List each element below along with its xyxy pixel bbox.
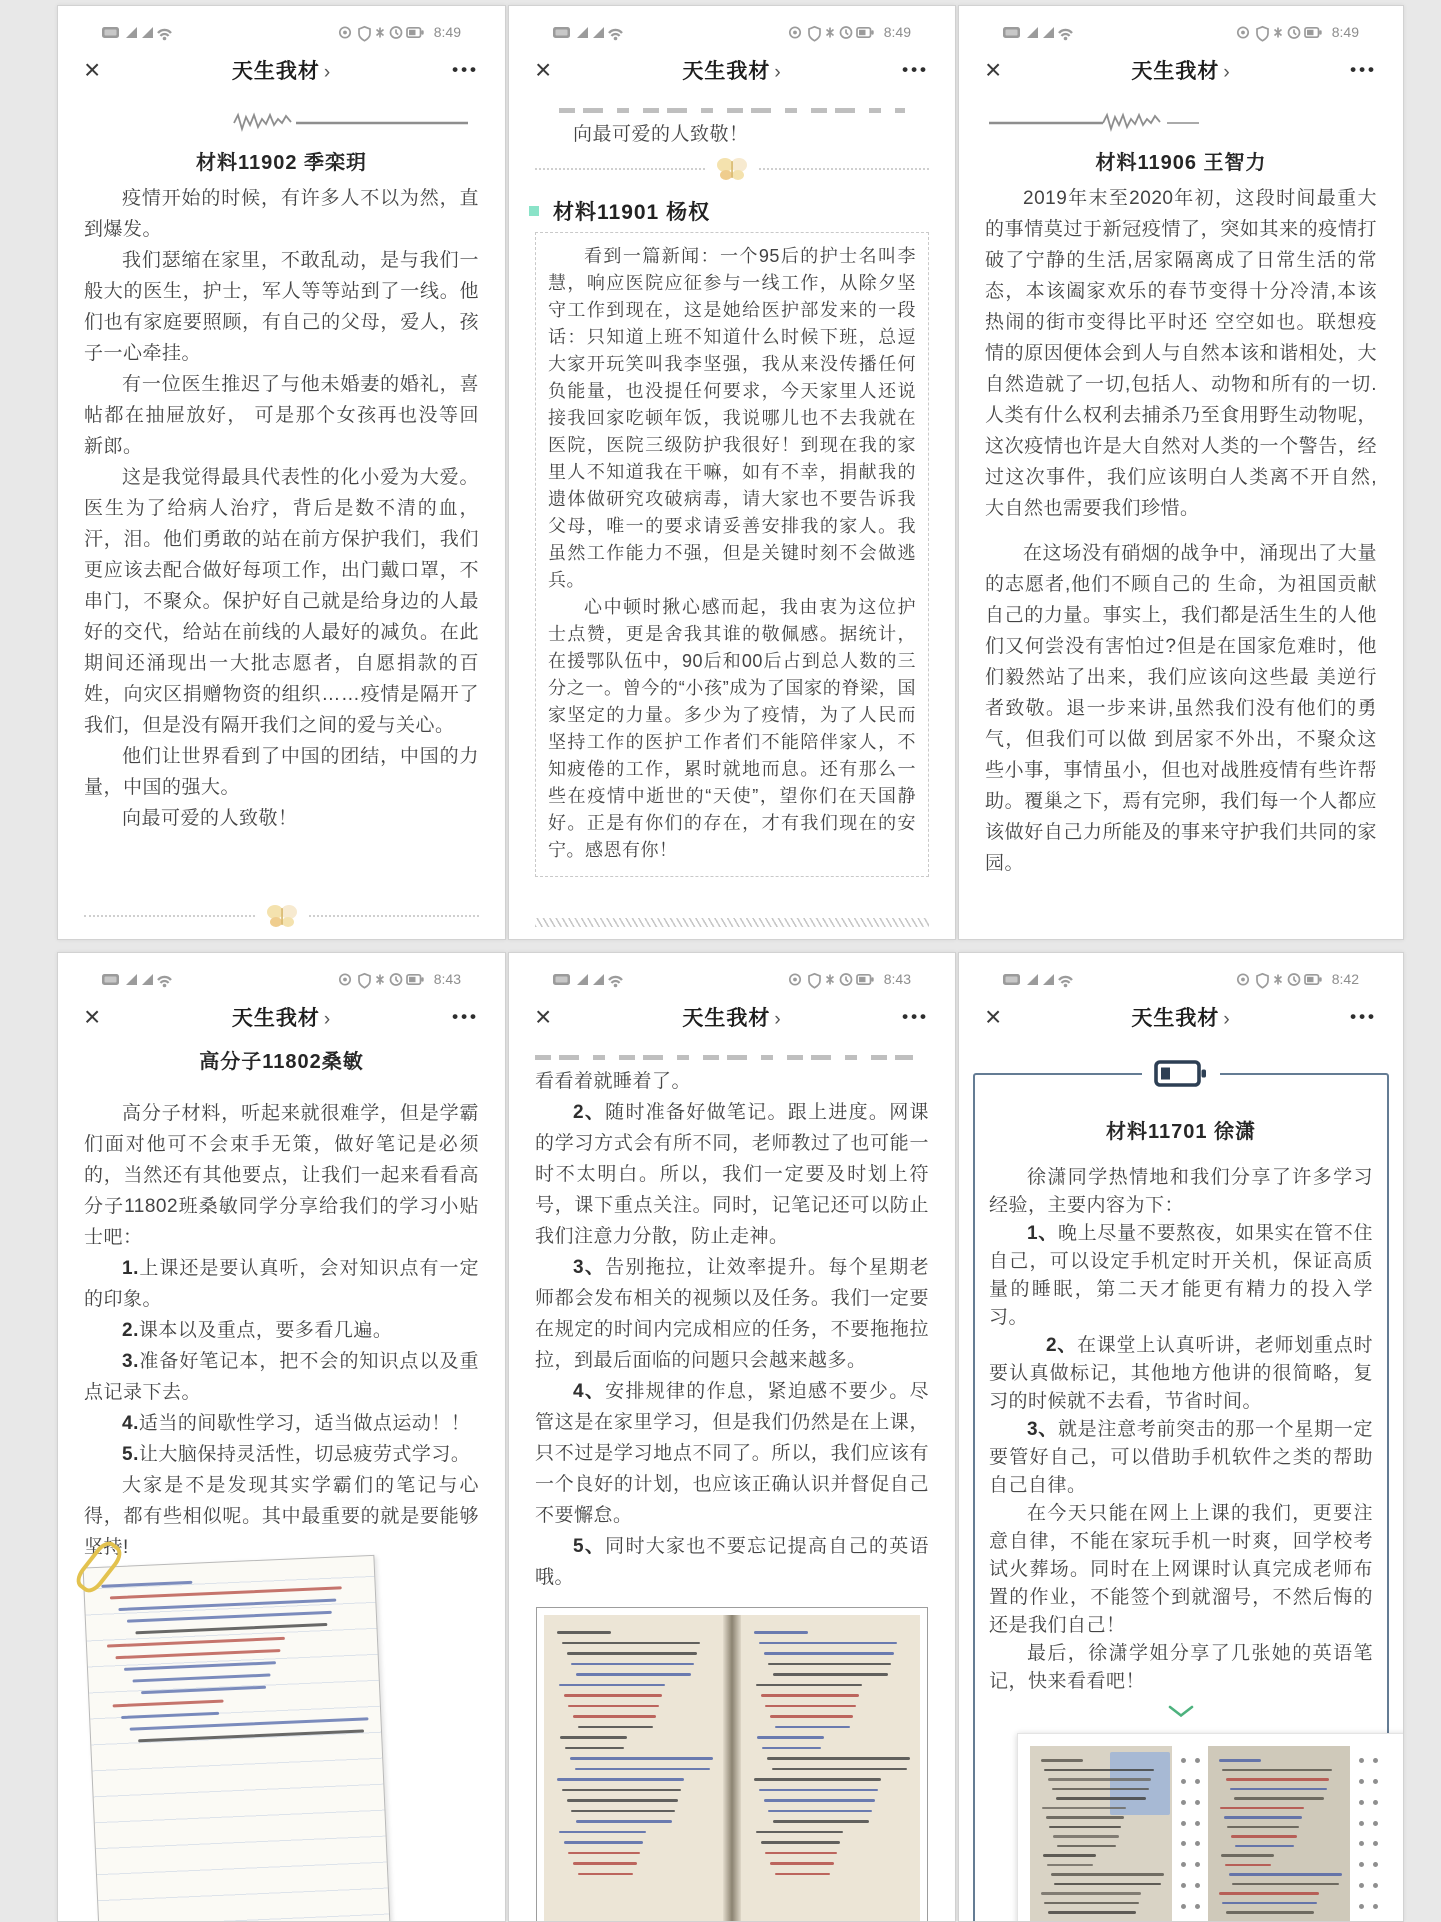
eye-shield-bluetooth-alarm-battery-icon [1237, 23, 1324, 42]
phone-screenshot-1 [57, 5, 506, 940]
status-right-icons [789, 970, 911, 989]
nav-bar [509, 44, 955, 96]
more-menu-icon[interactable]: ••• [1350, 60, 1377, 79]
chevron-right-icon: › [774, 1009, 782, 1030]
close-icon[interactable]: × [985, 1001, 1002, 1032]
status-bar [102, 967, 461, 991]
handwritten-notes-photo[interactable] [83, 1555, 394, 1922]
status-bar [102, 20, 461, 44]
phone-screenshot-5 [508, 952, 956, 1922]
chevron-right-icon: › [1223, 1009, 1231, 1030]
signal-wifi-icon [102, 23, 174, 42]
article-title: 材料11901 杨权 [553, 201, 711, 224]
butterfly-divider [84, 903, 479, 929]
status-time: 8:43 [433, 971, 461, 987]
point-item: 4、安排规律的作息，紧迫感不要少。尽管这是在家里学习，但是我们仍然是在上课，只不过是学习地点不同了。所以，我们应该有一个良好的计划，也应该正确认识并督促自己不要懈怠。 [535, 1381, 929, 1526]
paragraph: 看看着就睡着了。 [535, 1071, 692, 1092]
eye-shield-bluetooth-alarm-battery-icon [789, 970, 876, 989]
notes-photo[interactable] [1208, 1746, 1350, 1922]
point-item: 2、在课堂上认真听讲，老师划重点时要认真做标记，其他地方他讲的很简略，复习的时候就不去看，节省时间。 [989, 1335, 1373, 1412]
wavy-divider [535, 918, 929, 927]
account-name: 天生我材 [231, 60, 320, 83]
close-icon[interactable]: × [535, 54, 552, 85]
close-icon[interactable]: × [535, 1001, 552, 1032]
close-icon[interactable]: × [84, 1001, 101, 1032]
phone-screenshot-4 [57, 952, 506, 1922]
article-title: 高分子11802桑敏 [199, 1051, 364, 1073]
signal-wifi-icon [102, 970, 174, 989]
status-time: 8:49 [1331, 24, 1359, 40]
battery-icon [1154, 1059, 1208, 1089]
squiggle-divider [985, 112, 1377, 134]
eye-shield-bluetooth-alarm-battery-icon [339, 23, 426, 42]
nav-bar [58, 44, 505, 96]
clipped-text-line [559, 108, 906, 113]
spiral-binding-icon [1350, 1746, 1386, 1922]
article-title: 材料11701 徐潇 [1105, 1121, 1257, 1143]
more-menu-icon[interactable]: ••• [452, 60, 479, 79]
status-time: 8:49 [433, 24, 461, 40]
open-notebook-photo[interactable] [544, 1615, 920, 1922]
more-menu-icon[interactable]: ••• [902, 60, 929, 79]
article-frame [973, 1073, 1389, 1922]
status-left-icons [102, 970, 174, 989]
expand-chevron[interactable] [989, 1704, 1373, 1719]
butterfly-icon [715, 156, 749, 182]
section-header [535, 196, 929, 226]
chevron-right-icon: › [774, 62, 782, 83]
status-left-icons [553, 970, 625, 989]
paragraph: 在这场没有硝烟的战争中，涌现出了大量的志愿者,他们不顾自己的 生命，为祖国贡献自己的力量。事实上，我们都是活生生的人他们又何尝没有害怕过?但是在国家危难时，他们毅然站了出来，我们应该向这些最 美逆行者致敬。退一步来讲,虽然我们没有他们的勇气，但我们可以做 到居家不外出，不聚众这些小事，事情虽小，但也对战胜疫情有些许帮助。覆巢之下，焉有完卵，我们每一个人都应该做好自己力所能及的事来守护我们共同的家园。 [985, 543, 1377, 874]
status-time: 8:43 [883, 971, 911, 987]
more-menu-icon[interactable]: ••• [1350, 1007, 1377, 1026]
battery-graphic [1142, 1059, 1220, 1089]
close-icon[interactable]: × [985, 54, 1002, 85]
account-name: 天生我材 [682, 1007, 771, 1030]
nav-bar [959, 991, 1403, 1043]
point-item: 3、告别拖拉，让效率提升。每个星期老师都会发布相关的视频以及任务。我们一定要在规定的时间内完成相应的任务，不要拖拖拉拉，到最后面临的问题只会越来越多。 [535, 1257, 929, 1371]
paragraph: 2019年末至2020年初，这段时间最重大的事情莫过于新冠疫情了，突如其来的疫情打破了宁静的生活,居家隔离成了日常生活的常态，本该阖家欢乐的春节变得十分冷清,本该热闹的街市变得比平时还 空空如也。联想疫情的原因便体会到人与自然本该和谐相处，大自然造就了一切,包括人、动物和所有的一切.人类有什么权利去捕杀乃至食用野生动物呢，这次疫情也许是大自然对人类的一个警告，经过这次事件，我们应该明白人类离不开自然,大自然也需要我们珍惜。 [985, 188, 1377, 519]
official-account-link[interactable] [682, 55, 781, 85]
status-left-icons [1003, 23, 1075, 42]
status-bar [553, 967, 911, 991]
point-item: 5、同时大家也不要忘记提高自己的英语哦。 [535, 1536, 929, 1588]
phone-screenshot-3 [958, 5, 1404, 940]
article-title: 材料11906 王智力 [1095, 152, 1267, 174]
official-account-link[interactable] [232, 1002, 331, 1032]
point-item: 3、就是注意考前突击的那一个星期一定要管好自己，可以借助手机软件之类的帮助自己自律。 [989, 1419, 1373, 1496]
paragraph: 向最可爱的人致敬！ [573, 124, 749, 145]
eye-shield-bluetooth-alarm-battery-icon [1237, 970, 1324, 989]
english-notes-photos [1017, 1733, 1404, 1922]
paragraph: 高分子材料，听起来就很难学，但是学霸们面对他可不会束手无策，做好笔记是必须的，当然还有其他要点，让我们一起来看看高分子11802班桑敏同学分享给我们的学习小贴士吧： [84, 1103, 479, 1248]
official-account-link[interactable] [682, 1002, 781, 1032]
status-bar [1003, 20, 1359, 44]
clipped-text-line [535, 1055, 913, 1060]
chevron-right-icon: › [323, 1009, 332, 1030]
paragraph: 疫情开始的时候，有许多人不以为然，直到爆发。 [84, 188, 479, 240]
paragraph: 他们让世界看到了中国的团结，中国的力量，中国的强大。 [84, 746, 479, 798]
highlighted-note-block [1110, 1752, 1170, 1815]
tip-item: 1.上课还是要认真听，会对知识点有一定的印象。 [84, 1258, 479, 1310]
nav-bar [58, 991, 505, 1043]
notes-photo[interactable] [1030, 1746, 1172, 1922]
chevron-right-icon: › [1223, 62, 1231, 83]
notebook-photo-frame [536, 1607, 928, 1922]
squiggle-divider [84, 112, 479, 134]
chevron-right-icon: › [323, 62, 332, 83]
nav-bar [959, 44, 1403, 96]
account-name: 天生我材 [682, 60, 771, 83]
quote-box [535, 232, 929, 877]
nav-bar [509, 991, 955, 1043]
status-right-icons [339, 23, 461, 42]
tip-item: 4.适当的间歇性学习，适当做点运动！！ [122, 1413, 471, 1434]
official-account-link[interactable] [1131, 1002, 1230, 1032]
status-time: 8:49 [883, 24, 911, 40]
account-name: 天生我材 [231, 1007, 320, 1030]
signal-wifi-icon [1003, 23, 1075, 42]
paragraph: 有一位医生推迟了与他未婚妻的婚礼，喜帖都在抽屉放好， 可是那个女孩再也没等回新郎。 [84, 374, 479, 457]
status-left-icons [102, 23, 174, 42]
paragraph: 心中顿时揪心感而起，我由衷为这位护士点赞，更是舍我其谁的敬佩感。据统计，在援鄂队伍中，90后和00后占到总人数的三分之一。曾今的“小孩”成为了国家的脊梁，国家坚定的力量。多少为了疫情，为了人民而坚持工作的医护工作者们不能陪伴家人，不知疲倦的工作，累时就地而息。还有那么一些在疫情中逝世的“天使”，望你们在天国静好。正是有你们的存在，才有我们现在的安宁。感恩有你！ [548, 597, 916, 860]
more-menu-icon[interactable]: ••• [902, 1007, 929, 1026]
spiral-binding-icon [1172, 1746, 1208, 1922]
butterfly-divider [535, 156, 929, 182]
tip-item: 5.让大脑保持灵活性，切忌疲劳式学习。 [122, 1444, 471, 1465]
official-account-link[interactable] [1131, 55, 1230, 85]
account-name: 天生我材 [1131, 1007, 1220, 1030]
teal-bullet-icon [529, 206, 539, 216]
status-right-icons [1237, 970, 1359, 989]
point-item: 1、晚上尽量不要熬夜，如果实在管不住自己，可以设定手机定时开关机，保证高质量的睡眠，第二天才能更有精力的投入学习。 [989, 1223, 1373, 1328]
signal-wifi-icon [1003, 970, 1075, 989]
chevron-down-icon [1165, 1704, 1197, 1719]
phone-screenshot-6 [958, 952, 1404, 1922]
paragraph: 在今天只能在网上上课的我们，更要注意自律，不能在家玩手机一时爽，回学校考试火葬场。同时在上网课时认真完成老师布置的作业，不能签个到就溜号，不然后悔的还是我们自己！ [989, 1503, 1373, 1636]
paragraph: 最后，徐潇学姐分享了几张她的英语笔记，快来看看吧！ [989, 1643, 1373, 1692]
article-title: 材料11902 季栾玥 [195, 152, 368, 174]
close-icon[interactable]: × [84, 54, 101, 85]
phone-screenshot-2 [508, 5, 956, 940]
status-left-icons [1003, 970, 1075, 989]
paragraph: 我们瑟缩在家里，不敢乱动，是与我们一般大的医生，护士，军人等等站到了一线。他们也有家庭要照顾，有自己的父母，爱人，孩子一心牵挂。 [84, 250, 479, 364]
tip-item: 3.准备好笔记本，把不会的知识点以及重点记录下去。 [84, 1351, 479, 1403]
point-item: 2、随时准备好做笔记。跟上进度。网课的学习方式会有所不同，老师教过了也可能一时不太明白。所以，我们一定要及时划上符号，课下重点关注。同时，记笔记还可以防止我们注意力分散，防止走神。 [535, 1102, 929, 1247]
paragraph: 大家是不是发现其实学霸们的笔记与心得，都有些相似呢。其中最重要的就是要能够坚持! [84, 1475, 479, 1558]
official-account-link[interactable] [232, 55, 331, 85]
signal-wifi-icon [553, 970, 625, 989]
paragraph: 看到一篇新闻：一个95后的护士名叫李慧，响应医院应征参与一线工作，从除夕坚守工作到现在，这是她给医护部发来的一段话：只知道上班不知道什么时候下班，总逗大家开玩笑叫我李坚强，我从来没传播任何负能量，也没提任何要求，今天家里人还说接我回家吃顿年饭，我说哪儿也不去我就在医院，医院三级防护我很好！到现在我的家里人不知道我在干嘛，如有不幸，捐献我的遗体做研究攻破病毒，请大家也不要告诉我父母，唯一的要求请妥善安排我的家人。我虽然工作能力不强，但是关键时刻不会做逃兵。 [548, 246, 916, 590]
status-right-icons [339, 970, 461, 989]
status-left-icons [553, 23, 625, 42]
butterfly-icon [265, 903, 299, 929]
tip-item: 2.课本以及重点，要多看几遍。 [122, 1320, 393, 1341]
status-right-icons [1237, 23, 1359, 42]
paragraph: 徐潇同学热情地和我们分享了许多学习经验，主要内容为下： [989, 1167, 1373, 1216]
signal-wifi-icon [553, 23, 625, 42]
paragraph: 向最可爱的人致敬！ [122, 808, 298, 829]
eye-shield-bluetooth-alarm-battery-icon [789, 23, 876, 42]
status-bar [1003, 967, 1359, 991]
account-name: 天生我材 [1131, 60, 1220, 83]
eye-shield-bluetooth-alarm-battery-icon [339, 970, 426, 989]
more-menu-icon[interactable]: ••• [452, 1007, 479, 1026]
status-bar [553, 20, 911, 44]
paragraph: 这是我觉得最具代表性的化小爱为大爱。医生为了给病人治疗，背后是数不清的血，汗，泪。他们勇敢的站在前方保护我们，我们更应该去配合做好每项工作，出门戴口罩，不串门，不聚众。保护好自己就是给身边的人最好的交代，给站在前线的人最好的减负。在此期间还涌现出一大批志愿者，自愿捐款的百姓，向灾区捐赠物资的组织……疫情是隔开了我们，但是没有隔开我们之间的爱与关心。 [84, 467, 479, 736]
status-right-icons [789, 23, 911, 42]
status-time: 8:42 [1331, 971, 1359, 987]
